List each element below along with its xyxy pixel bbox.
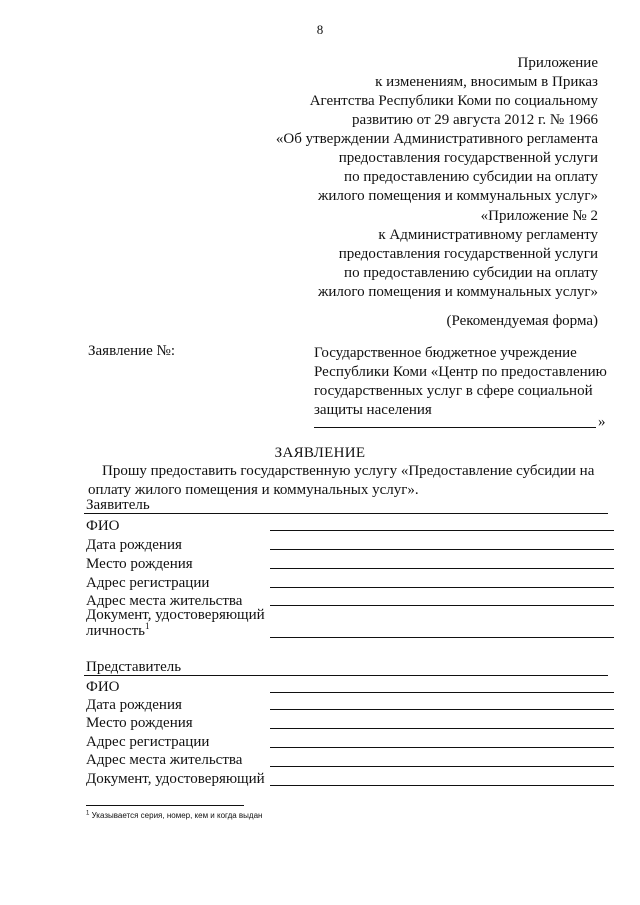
applicant-section-title: Заявитель: [86, 497, 150, 513]
request-text: [88, 462, 608, 500]
applicant-residence-address-label: Адрес места жительства: [86, 593, 243, 609]
representative-birth-place-line[interactable]: [270, 728, 614, 729]
appendix-header: [276, 54, 598, 206]
applicant-birth-place-line[interactable]: [270, 568, 614, 569]
institution-line: защиты населения: [314, 402, 432, 418]
representative-residence-address-label: Адрес места жительства: [86, 752, 243, 768]
request-text-line: оплату жилого помещения и коммунальных услуг».: [88, 482, 419, 498]
representative-fio-line[interactable]: [270, 692, 614, 693]
applicant-birth-date-line[interactable]: [270, 549, 614, 550]
document-title: ЗАЯВЛЕНИЕ: [274, 445, 366, 461]
application-number-label: Заявление №:: [88, 343, 176, 359]
footnote: [86, 810, 262, 822]
representative-residence-address-line[interactable]: [270, 766, 614, 767]
applicant-registration-address-label: Адрес регистрации: [86, 575, 210, 591]
section-divider: [84, 675, 608, 676]
appendix2-header-line: предоставления государственной услуги: [338, 246, 598, 262]
applicant-id-document-label: Документ, удостоверяющий: [86, 607, 265, 623]
appendix2-header: [318, 207, 598, 302]
institution-line: Государственное бюджетное учреждение: [314, 345, 577, 361]
institution-line: государственных услуг в сфере социальной: [314, 383, 593, 399]
appendix2-header-line: к Административному регламенту: [378, 227, 598, 243]
footnote-number: 1: [86, 810, 90, 817]
page-number: 8: [316, 22, 324, 37]
representative-registration-address-line[interactable]: [270, 747, 614, 748]
representative-section-title: Представитель: [86, 659, 182, 675]
representative-id-document-label: Документ, удостоверяющий: [86, 771, 265, 787]
representative-registration-address-label: Адрес регистрации: [86, 734, 210, 750]
request-text-line: Прошу предоставить государственную услугу «Предоставление субсидии на: [102, 463, 595, 479]
appendix-header-line: предоставления государственной услуги: [338, 150, 598, 166]
applicant-fio-label: ФИО: [86, 518, 120, 534]
footnote-text: Указывается серия, номер, кем и когда выдан: [91, 811, 263, 820]
representative-birth-date-line[interactable]: [270, 709, 614, 710]
appendix2-header-line: по предоставлению субсидии на оплату: [344, 265, 598, 281]
applicant-residence-address-line[interactable]: [270, 605, 614, 606]
section-divider: [84, 513, 608, 514]
applicant-birth-place-label: Место рождения: [86, 556, 193, 572]
representative-fio-label: ФИО: [86, 679, 120, 695]
appendix2-header-line: жилого помещения и коммунальных услуг»: [317, 284, 598, 300]
appendix-header-line: развитию от 29 августа 2012 г. № 1966: [351, 112, 598, 128]
form-note: (Рекомендуемая форма): [446, 313, 598, 329]
applicant-id-document-line[interactable]: [270, 637, 614, 638]
institution-fill-line[interactable]: [314, 427, 596, 428]
footnote-divider: [86, 805, 244, 806]
institution-closing-quote: »: [598, 414, 606, 430]
appendix2-header-line: «Приложение № 2: [480, 208, 598, 224]
appendix-header-line: к изменениям, вносимым в Приказ: [375, 74, 598, 90]
appendix-header-line: по предоставлению субсидии на оплату: [344, 169, 598, 185]
applicant-registration-address-line[interactable]: [270, 587, 614, 588]
applicant-fio-line[interactable]: [270, 530, 614, 531]
applicant-id-document-label-cont: [86, 622, 150, 641]
appendix-header-line: Приложение: [517, 55, 598, 71]
institution-name: [314, 344, 614, 420]
institution-line: Республики Коми «Центр по предоставлению: [314, 364, 607, 380]
applicant-id-document-label-2: личность: [86, 623, 146, 639]
applicant-birth-date-label: Дата рождения: [86, 537, 182, 553]
footnote-mark: 1: [145, 621, 150, 631]
representative-birth-date-label: Дата рождения: [86, 697, 182, 713]
representative-id-document-line[interactable]: [270, 785, 614, 786]
appendix-header-line: «Об утверждении Административного регламента: [275, 131, 598, 147]
representative-birth-place-label: Место рождения: [86, 715, 193, 731]
appendix-header-line: Агентства Республики Коми по социальному: [309, 93, 598, 109]
appendix-header-line: жилого помещения и коммунальных услуг»: [317, 188, 598, 204]
